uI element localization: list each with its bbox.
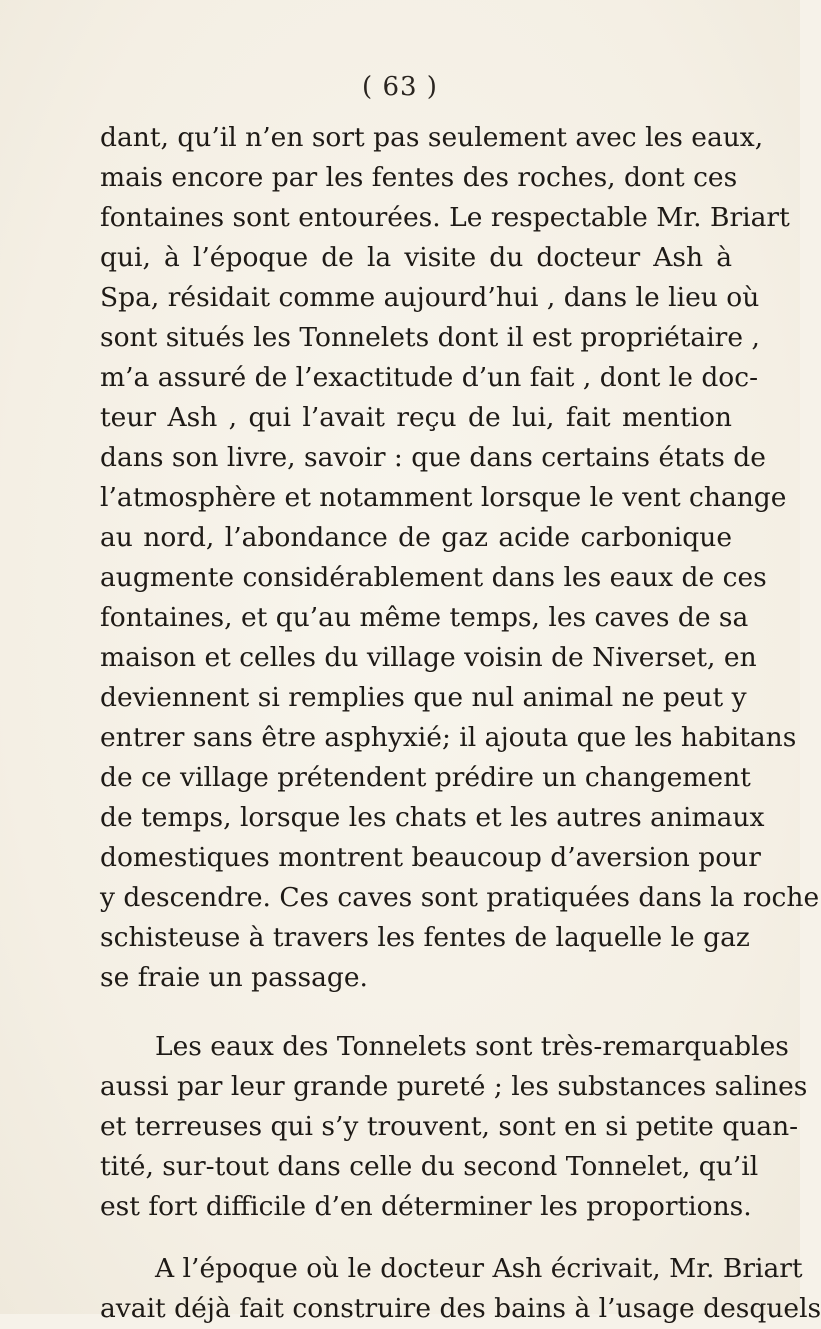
text-line: au nord, l’abondance de gaz acide carbonique <box>100 522 732 553</box>
text-line: et terreuses qui s’y trouvent, sont en si petite quan- <box>100 1111 799 1142</box>
page-number: ( 63 ) <box>362 72 438 102</box>
text-line: se fraie un passage. <box>100 962 368 993</box>
paragraph-2 <box>100 1027 808 1227</box>
text-line: fontaines sont entourées. Le respectable Mr. Briart <box>100 202 790 233</box>
text-line: Spa, résidait comme aujourd’hui , dans le lieu où <box>100 282 760 313</box>
text-line: fontaines, et qu’au même temps, les caves de sa <box>100 602 749 633</box>
text-line: A l’époque où le docteur Ash écrivait, Mr. Briart <box>155 1253 803 1284</box>
text-line: l’atmosphère et notamment lorsque le vent change <box>100 482 787 513</box>
text-line: de ce village prétendent prédire un changement <box>100 762 751 793</box>
paragraph-1 <box>100 118 820 998</box>
text-line: domestiques montrent beaucoup d’aversion pour <box>100 842 761 873</box>
text-line: avait déjà fait construire des bains à l’usage desquels <box>100 1293 821 1324</box>
paragraph-spacer <box>100 998 732 1027</box>
text-line: dans son livre, savoir : que dans certains états de <box>100 442 766 473</box>
text-line: y descendre. Ces caves sont pratiquées dans la roche <box>100 882 820 913</box>
text-line: qui, à l’époque de la visite du docteur Ash à <box>100 242 732 273</box>
body-text <box>100 118 821 1329</box>
text-line: entrer sans être asphyxié; il ajouta que les habitans <box>100 722 797 753</box>
text-line: aussi par leur grande pureté ; les substances salines <box>100 1071 808 1102</box>
text-line: augmente considérablement dans les eaux de ces <box>100 562 767 593</box>
text-line: Les eaux des Tonnelets sont très-remarquables <box>155 1031 789 1062</box>
paragraph-spacer <box>100 1227 732 1249</box>
text-line: teur Ash , qui l’avait reçu de lui, fait mention <box>100 402 732 433</box>
text-line: dant, qu’il n’en sort pas seulement avec les eaux, <box>100 122 764 153</box>
text-line: est fort difficile d’en déterminer les proportions. <box>100 1191 752 1222</box>
text-line: mais encore par les fentes des roches, dont ces <box>100 162 738 193</box>
text-line: sont situés les Tonnelets dont il est propriétaire , <box>100 322 760 353</box>
text-line: maison et celles du village voisin de Niverset, en <box>100 642 757 673</box>
text-line: schisteuse à travers les fentes de laquelle le gaz <box>100 922 750 953</box>
text-line: tité, sur-tout dans celle du second Tonnelet, qu’il <box>100 1151 759 1182</box>
text-line: deviennent si remplies que nul animal ne peut y <box>100 682 747 713</box>
text-line: de temps, lorsque les chats et les autres animaux <box>100 802 765 833</box>
text-line: m’a assuré de l’exactitude d’un fait , dont le doc- <box>100 362 759 393</box>
paragraph-3 <box>100 1249 821 1329</box>
